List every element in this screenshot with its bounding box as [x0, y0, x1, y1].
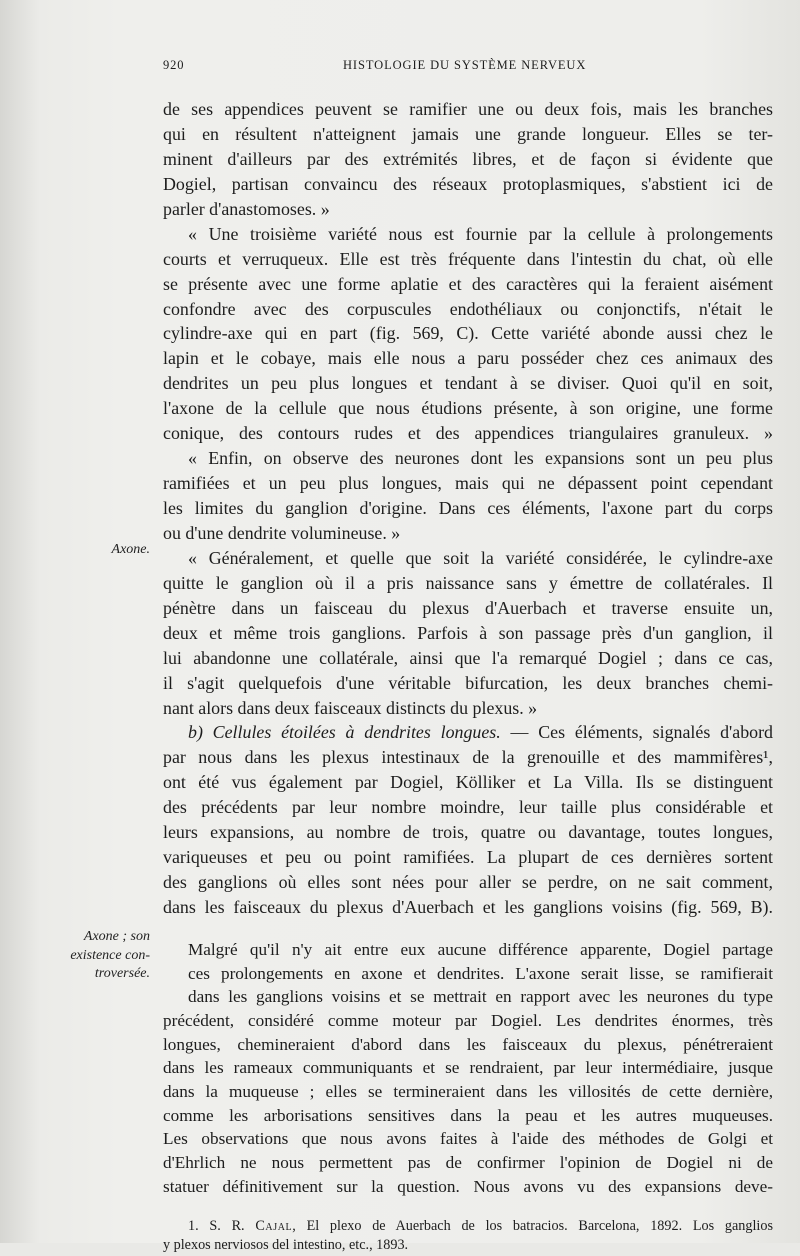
text-line: par nous dans les plexus intestinaux de la grenouille et des mammifères¹, — [163, 747, 773, 768]
text-line: dans les faisceaux du plexus d'Auerbach et les ganglions voisins (fig. 569, B). — [163, 897, 773, 917]
text-line: quitte le ganglion où il a pris naissance sans y émettre de collatérales. Il — [163, 572, 773, 593]
paragraph-4 — [163, 546, 773, 721]
margin-note-line: Axone ; son — [83, 929, 150, 944]
text-line: précédent, considéré comme moteur par Dogiel. Les dendrites énormes, très — [163, 1011, 773, 1030]
text-line: lapin et le cobaye, mais elle nous a paru posséder chez ces animaux des — [163, 348, 773, 369]
margin-note-line: existence con- — [70, 947, 150, 963]
footnote-line — [163, 1217, 773, 1237]
running-header — [163, 58, 773, 80]
text-line: dendrites un peu plus longues et tendant à se diviser. Quoi qu'il en soit, — [163, 373, 773, 394]
text-line: conique, des contours rudes et des appendices triangulaires granuleux. » — [163, 423, 773, 444]
paragraph-5 — [163, 720, 773, 920]
paragraph-2 — [163, 222, 773, 446]
text-line: d'Ehrlich ne nous permettent pas de confirmer l'opinion de Dogiel ni de — [163, 1153, 773, 1173]
text-line: qui en résultent n'atteignent jamais une grande longueur. Elles se ter- — [163, 123, 773, 144]
text-line: cylindre-axe qui en part (fig. 569, C). Cette variété abonde aussi chez le — [163, 323, 773, 344]
text-line: se présente avec une forme aplatie et des caractères qui la feraient aisément — [163, 273, 773, 294]
text-line: les limites du ganglion d'origine. Dans ces éléments, l'axone part du corps — [163, 498, 773, 518]
text-line — [163, 720, 773, 745]
main-text — [163, 97, 773, 1256]
text-line: ont été vus également par Dogiel, Kölliker et La Villa. Ils se distinguent — [163, 772, 773, 793]
footnote — [163, 1217, 773, 1256]
text-line: ces prolongements en axone et dendrites. L'axone serait lisse, se ramifierait — [188, 963, 773, 983]
text-line: pénètre dans un faisceau du plexus d'Auerbach et traverse ensuite un, — [163, 597, 773, 618]
paragraph-3 — [163, 446, 773, 546]
text-line: « Généralement, et quelle que soit la variété considérée, le cylindre-axe — [188, 547, 773, 568]
text-line: statuer définitivement sur la question. Nous avons vu des expansions deve- — [163, 1176, 773, 1196]
text-run: — Ces éléments, signalés d'abord — [500, 722, 773, 743]
text-line: ramifiées et un peu plus longues, mais qui ne dépassent point cependant — [163, 473, 773, 494]
text-line: « Une troisième variété nous est fournie par la cellule à prolongements — [188, 223, 773, 244]
footnote-author: Cajal — [255, 1217, 293, 1234]
paragraph-6 — [163, 938, 773, 1199]
text-line: longues, chemineraient d'abord dans les faisceaux du plexus, pénétreraient — [163, 1034, 773, 1054]
text-line: nant alors dans deux faisceaux distincts du plexus. » — [163, 697, 538, 718]
text-line: des ganglions où elles sont nées pour aller se perdre, on ne sait comment, — [163, 872, 773, 893]
text-line: de ses appendices peuvent se ramifier une ou deux fois, mais les branches — [163, 99, 773, 119]
page-number: 920 — [163, 58, 185, 72]
text-line: courts et verruqueux. Elle est très fréquente dans l'intestin du chat, où elle — [163, 248, 773, 269]
text-line: il s'agit quelquefois d'une véritable bifurcation, les deux branches chemi- — [163, 672, 773, 693]
text-line: dans les rameaux communiquants et se rendraient, par leur intermédiaire, jusque — [163, 1058, 773, 1078]
footnote-marker: 1. S. R. — [188, 1217, 256, 1234]
text-line: Dogiel, partisan convaincu des réseaux protoplasmiques, s'abstient ici de — [163, 173, 773, 194]
text-line: comme les arborisations sensitives dans la peau et les autres muqueuses. — [163, 1105, 773, 1125]
text-line: ou d'une dendrite volumineuse. » — [163, 522, 401, 543]
text-line: leurs expansions, au nombre de trois, quatre ou davantage, toutes longues, — [163, 822, 773, 843]
text-line: « Enfin, on observe des neurones dont les expansions sont un peu plus — [188, 448, 773, 469]
text-line: parler d'anastomoses. » — [163, 198, 330, 219]
text-line: lui abandonne une collatérale, ainsi que l'a remarqué Dogiel ; dans ce cas, — [163, 647, 773, 668]
text-line: minent d'ailleurs par des extrémités libres, et de façon si évidente que — [163, 148, 773, 169]
text-line: dans la muqueuse ; elles se termineraient dans les villosités de cette dernière, — [163, 1082, 773, 1102]
text-line: l'axone de la cellule que nous étudions présente, à son origine, une forme — [163, 398, 773, 419]
paragraph-1 — [163, 97, 773, 222]
running-title: HISTOLOGIE DU SYSTÈME NERVEUX — [343, 58, 587, 72]
margin-note-axone-controversee — [50, 928, 150, 984]
footnote-text: , El plexo de Auerbach de los batracios. Barcelona, 1892. Los ganglios — [292, 1217, 773, 1234]
text-line: Malgré qu'il n'y ait entre eux aucune différence apparente, Dogiel partage — [188, 939, 773, 959]
text-line: confondre avec des corpuscules endothéliaux ou conjonctifs, n'était le — [163, 298, 773, 319]
text-line: Les observations que nous avons faites à l'aide des méthodes de Golgi et — [163, 1129, 773, 1149]
section-heading-b: b) Cellules étoilées à dendrites longues. — [188, 722, 501, 743]
margin-note-axone: Axone. — [111, 542, 150, 557]
text-line: dans les ganglions voisins et se mettrait en rapport avec les neurones du type — [188, 987, 773, 1007]
text-line: deux et même trois ganglions. Parfois à son passage près d'un ganglion, il — [163, 622, 773, 643]
footnote-line: y plexos nerviosos del intestino, etc., 1893. — [163, 1237, 409, 1253]
text-line: des précédents par leur nombre moindre, leur taille plus considérable et — [163, 797, 773, 818]
text-line: variqueuses et peu ou point ramifiées. La plupart de ces dernières sortent — [163, 847, 773, 868]
margin-note-line: troversée. — [94, 966, 150, 981]
